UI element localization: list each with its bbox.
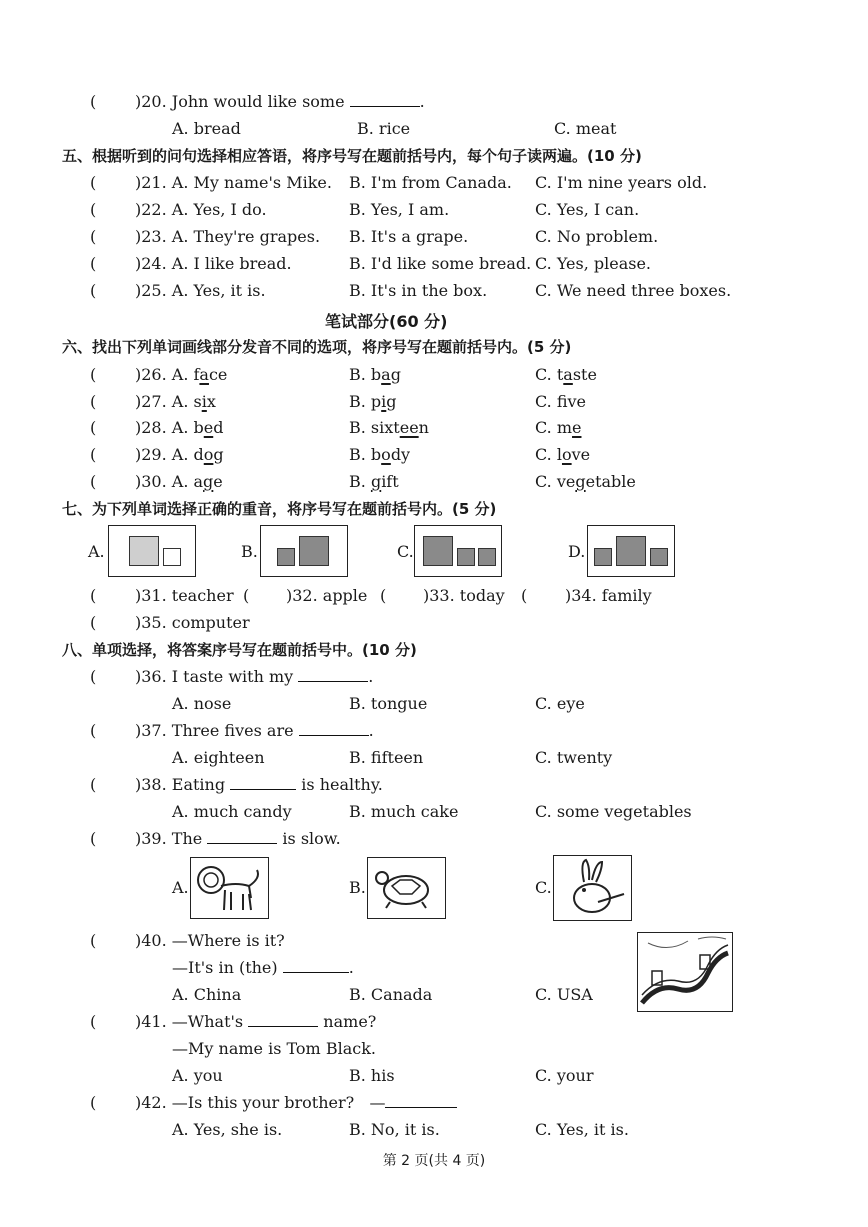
stress-small-square — [478, 548, 496, 566]
option-c: C. twenty — [535, 748, 613, 767]
stress-option-c-label: C. — [397, 542, 414, 561]
option-a-label: A. — [172, 878, 189, 897]
option-c: C. I'm nine years old. — [535, 173, 708, 192]
option-b: B. Canada — [349, 985, 433, 1004]
question-36: )36. I taste with my . — [135, 667, 374, 686]
section-8-title: 八、单项选择，将答案序号写在题前括号中。(10 分) — [62, 641, 417, 659]
question-23: )23. A. They're grapes. — [135, 227, 321, 246]
answer-paren[interactable]: ( — [380, 586, 387, 605]
answer-paren[interactable]: ( — [90, 613, 97, 632]
answer-paren[interactable]: ( — [90, 445, 97, 464]
question-41: )41. —What's name? — [135, 1012, 377, 1031]
option-c: C. me — [535, 418, 582, 437]
page-footer: 第 2 页(共 4 页) — [382, 1153, 486, 1169]
option-c: C. No problem. — [535, 227, 659, 246]
stress-small-square — [594, 548, 612, 566]
answer-blank[interactable] — [350, 92, 420, 107]
question-32: )32. apple — [286, 586, 368, 605]
option-b: B. gift — [349, 472, 399, 491]
answer-paren[interactable]: ( — [90, 281, 97, 300]
question-41-line2: —My name is Tom Black. — [172, 1039, 376, 1058]
option-a: A. much candy — [172, 802, 292, 821]
answer-blank[interactable] — [298, 667, 368, 682]
question-24: )24. A. I like bread. — [135, 254, 292, 273]
stress-big-square — [129, 536, 159, 566]
rabbit-picture — [553, 855, 632, 921]
turtle-picture — [367, 857, 446, 919]
option-b: B. bag — [349, 365, 401, 384]
stress-big-square — [423, 536, 453, 566]
stress-option-d-label: D. — [568, 542, 586, 561]
answer-paren[interactable]: ( — [521, 586, 528, 605]
option-c: C. taste — [535, 365, 597, 384]
written-part-title: 笔试部分(60 分) — [325, 312, 448, 331]
question-40-line2: —It's in (the) . — [172, 958, 354, 977]
section-5-title: 五、根据听到的问句选择相应答语，将序号写在题前括号内，每个句子读两遍。(10 分) — [62, 147, 642, 165]
stress-small-square — [277, 548, 295, 566]
answer-paren[interactable]: ( — [90, 365, 97, 384]
question-29: )29. A. dog — [135, 445, 224, 464]
answer-paren[interactable]: ( — [90, 472, 97, 491]
question-25: )25. A. Yes, it is. — [135, 281, 266, 300]
great-wall-icon — [638, 933, 732, 1011]
question-42: )42. —Is this your brother? — — [135, 1093, 457, 1113]
question-34: )34. family — [565, 586, 652, 605]
question-31: )31. teacher — [135, 586, 234, 605]
option-c: C. some vegetables — [535, 802, 692, 821]
option-b: B. fifteen — [349, 748, 424, 767]
answer-paren[interactable]: ( — [90, 200, 97, 219]
stress-big-square — [299, 536, 329, 566]
answer-paren[interactable]: ( — [90, 92, 97, 111]
option-b: B. his — [349, 1066, 395, 1085]
question-38: )38. Eating is healthy. — [135, 775, 383, 794]
option-b: B. tongue — [349, 694, 428, 713]
answer-paren[interactable]: ( — [90, 1093, 97, 1112]
question-37: )37. Three fives are . — [135, 721, 374, 740]
great-wall-picture — [637, 932, 733, 1012]
answer-paren[interactable]: ( — [90, 667, 97, 686]
option-b: B. body — [349, 445, 411, 464]
option-b: B. I'd like some bread. — [349, 254, 532, 273]
answer-paren[interactable]: ( — [90, 227, 97, 246]
question-26: )26. A. face — [135, 365, 228, 384]
option-c: C. USA — [535, 985, 593, 1004]
option-b: B. No, it is. — [349, 1120, 440, 1139]
question-22: )22. A. Yes, I do. — [135, 200, 267, 219]
answer-blank[interactable] — [283, 958, 349, 973]
answer-blank[interactable] — [207, 829, 277, 844]
lion-picture — [190, 857, 269, 919]
question-30: )30. A. age — [135, 472, 223, 491]
option-b: B. It's in the box. — [349, 281, 488, 300]
option-a: A. bread — [172, 119, 241, 138]
question-20: )20. John would like some . — [135, 92, 425, 111]
option-b: B. rice — [357, 119, 411, 138]
answer-paren[interactable]: ( — [243, 586, 250, 605]
section-6-title: 六、找出下列单词画线部分发音不同的选项，将序号写在题前括号内。(5 分) — [62, 338, 572, 356]
stress-pattern-b — [260, 525, 348, 577]
option-a: A. nose — [172, 694, 232, 713]
answer-paren[interactable]: ( — [90, 931, 97, 950]
question-35: )35. computer — [135, 613, 250, 632]
stress-small-square — [163, 548, 181, 566]
question-33: )33. today — [423, 586, 505, 605]
stress-small-square — [650, 548, 668, 566]
lion-icon — [191, 858, 268, 918]
option-b: B. pig — [349, 392, 397, 411]
stress-pattern-d — [587, 525, 675, 577]
answer-paren[interactable]: ( — [90, 254, 97, 273]
stress-option-b-label: B. — [241, 542, 258, 561]
question-39: )39. The is slow. — [135, 829, 341, 848]
stress-option-a-label: A. — [88, 542, 105, 561]
option-c-label: C. — [535, 878, 552, 897]
option-c: C. vegetable — [535, 472, 636, 491]
stress-pattern-c — [414, 525, 502, 577]
answer-blank[interactable] — [230, 775, 296, 790]
stress-big-square — [616, 536, 646, 566]
option-a: A. eighteen — [172, 748, 265, 767]
rabbit-icon — [554, 856, 631, 920]
answer-paren[interactable]: ( — [90, 775, 97, 794]
answer-paren[interactable]: ( — [90, 829, 97, 848]
answer-paren[interactable]: ( — [90, 586, 97, 605]
stress-small-square — [457, 548, 475, 566]
option-a: A. Yes, she is. — [172, 1120, 283, 1139]
turtle-icon — [368, 858, 445, 918]
option-b: B. I'm from Canada. — [349, 173, 512, 192]
answer-paren[interactable]: ( — [90, 173, 97, 192]
option-b: B. Yes, I am. — [349, 200, 450, 219]
question-21: )21. A. My name's Mike. — [135, 173, 332, 192]
question-28: )28. A. bed — [135, 418, 224, 437]
section-7-title: 七、为下列单词选择正确的重音，将序号写在题前括号内。(5 分) — [62, 500, 497, 518]
answer-blank[interactable] — [299, 721, 369, 736]
option-c: C. We need three boxes. — [535, 281, 732, 300]
stress-pattern-a — [108, 525, 196, 577]
option-c: C. eye — [535, 694, 585, 713]
answer-blank[interactable] — [248, 1012, 318, 1027]
answer-paren[interactable]: ( — [90, 418, 97, 437]
option-c: C. fve — [535, 392, 587, 411]
question-27: )27. A. six — [135, 392, 216, 411]
option-c: C. your — [535, 1066, 594, 1085]
option-c: C. Yes, I can. — [535, 200, 640, 219]
answer-blank[interactable] — [385, 1093, 457, 1108]
answer-paren[interactable]: ( — [90, 1012, 97, 1031]
option-b: B. sixteen — [349, 418, 429, 437]
question-40: )40. —Where is it? — [135, 931, 285, 950]
option-a: A. China — [172, 985, 242, 1004]
option-a: A. you — [172, 1066, 223, 1085]
option-b: B. It's a grape. — [349, 227, 469, 246]
answer-paren[interactable]: ( — [90, 721, 97, 740]
option-c: C. Yes, please. — [535, 254, 651, 273]
option-c: C. Yes, it is. — [535, 1120, 629, 1139]
option-c: C. love — [535, 445, 591, 464]
option-b-label: B. — [349, 878, 366, 897]
option-b: B. much cake — [349, 802, 459, 821]
answer-paren[interactable]: ( — [90, 392, 97, 411]
option-c: C. meat — [554, 119, 617, 138]
